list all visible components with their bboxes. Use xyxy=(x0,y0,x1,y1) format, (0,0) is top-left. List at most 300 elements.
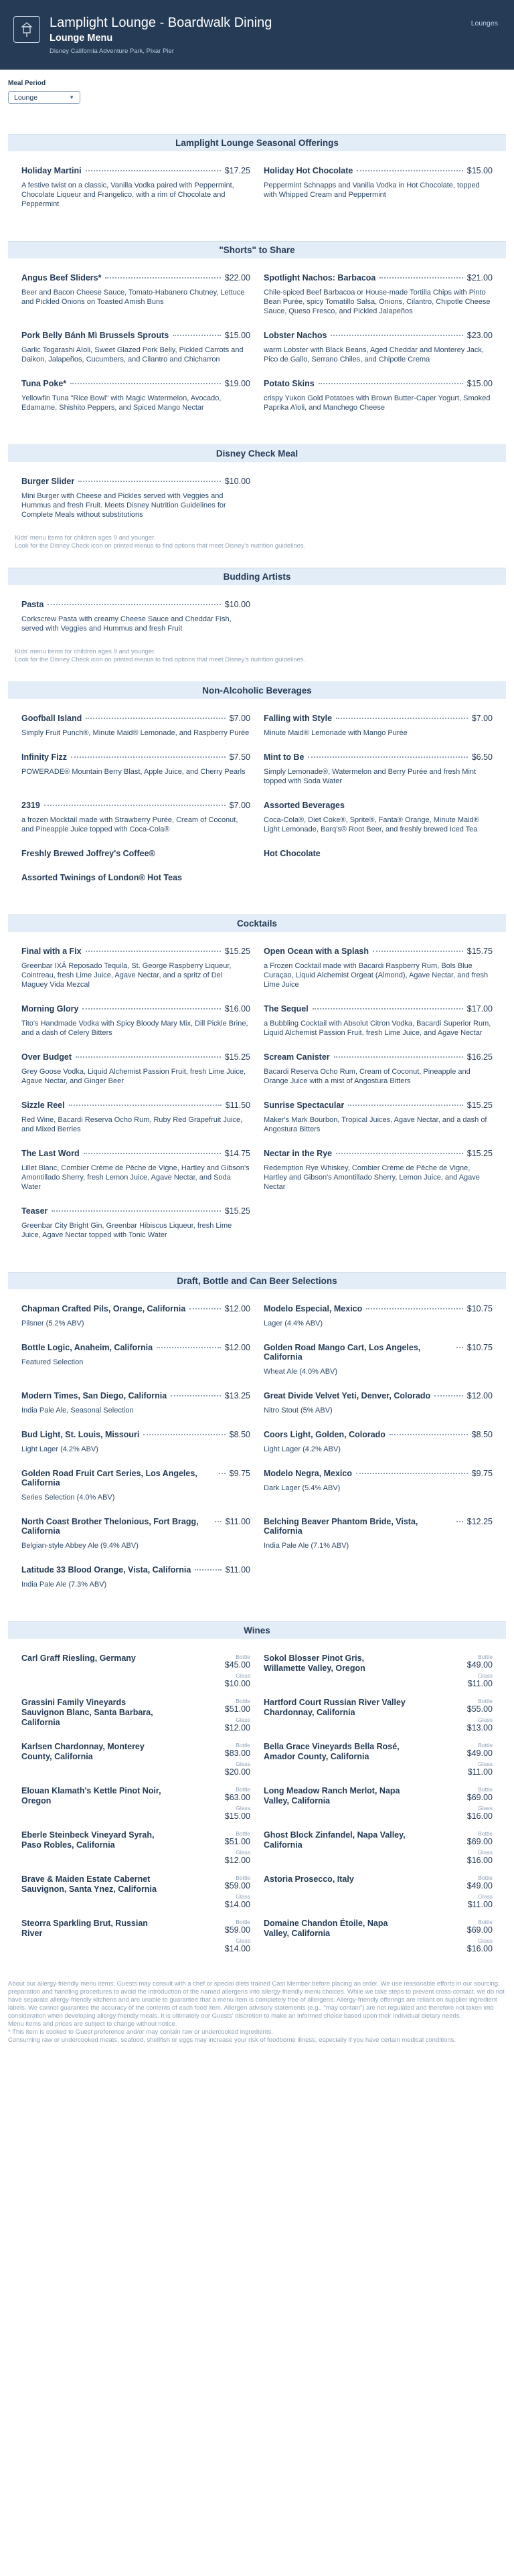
wine-row xyxy=(15,1742,499,1779)
glass-price: $11.00 xyxy=(467,1767,493,1777)
item-description: India Pale Ale (7.3% ABV) xyxy=(21,1581,107,1589)
leader-dots xyxy=(143,1434,225,1435)
menu-item xyxy=(257,752,499,786)
menu-item xyxy=(15,1004,257,1038)
item-price: $15.25 xyxy=(224,947,250,956)
item-name: Goofball Island xyxy=(21,714,82,723)
bottle-price: $63.00 xyxy=(224,1793,250,1802)
item-price: $15.25 xyxy=(224,1206,250,1216)
item-price: $8.50 xyxy=(229,1430,250,1439)
glass-price: $14.00 xyxy=(224,1944,250,1953)
wine-prices xyxy=(225,1919,250,1956)
item-name: Tuna Poke* xyxy=(21,379,67,388)
glass-label: Glass xyxy=(236,1893,250,1900)
wine-prices xyxy=(467,1698,493,1735)
section-title: Lamplight Lounge Seasonal Offerings xyxy=(8,134,506,151)
item-description: Light Lager (4.2% ABV) xyxy=(264,1445,341,1453)
item-description: Lillet Blanc, Combier Crème de Pêche de Vigne, Hartley and Gibson's Amontillado Sherry, fresh Lemon Juice, Agave Nectar, and Soda Water xyxy=(21,1164,250,1191)
menu-item xyxy=(15,331,257,364)
bottle-price: $45.00 xyxy=(224,1660,250,1670)
chevron-down-icon: ▼ xyxy=(69,94,74,100)
glass-label: Glass xyxy=(478,1937,493,1944)
item-description: Bacardi Reserva Ocho Rum, Cream of Coconut, Pineapple and Orange Juice with a mist of Angostura Bitters xyxy=(264,1068,470,1085)
item-description: Grey Goose Vodka, Liquid Alchemist Passion Fruit, fresh Lime Juice, Agave Nectar, and Ginger Beer xyxy=(21,1068,246,1085)
glass-label: Glass xyxy=(478,1672,493,1679)
leader-dots xyxy=(373,951,463,952)
item-description: Greenbar City Bright Gin, Greenbar Hibiscus Liqueur, fresh Lime Juice, Agave Nectar topped with Tonic Water xyxy=(21,1222,232,1239)
leader-dots xyxy=(171,1395,221,1396)
menu-item xyxy=(15,1469,257,1502)
leader-dots xyxy=(308,756,467,758)
menu-item xyxy=(15,1391,257,1415)
item-price: $12.00 xyxy=(224,1304,250,1313)
wine-name: Long Meadow Ranch Merlot, Napa Valley, California xyxy=(264,1786,400,1805)
item-description: Coca-Cola®, Diet Coke®, Sprite®, Fanta® Orange, Minute Maid® Light Lemonade, Barq's® Root Beer, and freshly brewed Iced Tea xyxy=(264,816,479,833)
leader-dots xyxy=(78,481,221,482)
item-name: Hot Chocolate xyxy=(264,849,321,858)
wine-item xyxy=(15,1698,257,1735)
item-description: India Pale Ale, Seasonal Selection xyxy=(21,1406,134,1415)
glass-label: Glass xyxy=(236,1672,250,1679)
menu-section xyxy=(8,568,506,681)
item-name: North Coast Brother Thelonious, Fort Bragg, California xyxy=(21,1517,199,1536)
item-price: $7.00 xyxy=(229,801,250,810)
leader-dots xyxy=(434,1395,463,1396)
bottle-price: $49.00 xyxy=(466,1660,493,1670)
item-name: Final with a Fix xyxy=(21,947,82,956)
item-price: $7.00 xyxy=(471,714,493,723)
wine-row xyxy=(15,1919,499,1956)
leader-dots xyxy=(82,1008,220,1010)
bottle-price: $69.00 xyxy=(466,1837,493,1846)
leader-dots xyxy=(336,1153,463,1154)
glass-price: $20.00 xyxy=(224,1767,250,1777)
bottle-label: Bottle xyxy=(478,1698,493,1704)
item-price: $10.75 xyxy=(466,1343,493,1352)
leader-dots xyxy=(84,1153,221,1154)
menu-item xyxy=(15,714,257,738)
item-price: $7.00 xyxy=(229,714,250,723)
leader-dots xyxy=(48,604,220,605)
item-description: Garlic Togarashi Aïoli, Sweet Glazed Pork Belly, Pickled Carrots and Daikon, Jalapeños, Cucumbers, and Cilantro and Chicharron xyxy=(21,346,244,364)
wine-row xyxy=(15,1786,499,1824)
menu-item xyxy=(15,166,257,209)
item-price: $16.25 xyxy=(466,1052,493,1062)
item-name: Open Ocean with a Splash xyxy=(264,947,369,956)
leader-dots xyxy=(76,1056,221,1058)
item-description: Yellowfin Tuna "Rice Bowl" with Magic Watermelon, Avocado, Edamame, Shishito Peppers, and Spiced Mango Nectar xyxy=(21,394,222,412)
menu-item xyxy=(257,1149,499,1192)
menu-item xyxy=(15,1343,257,1376)
item-name: Modelo Especial, Mexico xyxy=(264,1304,363,1313)
footer-disclaimer xyxy=(0,1980,514,2044)
glass-label: Glass xyxy=(478,1893,493,1900)
wine-item xyxy=(257,1786,499,1824)
wine-prices xyxy=(225,1830,250,1868)
menu-item xyxy=(257,1430,499,1454)
menu-item xyxy=(15,873,257,882)
item-price: $16.00 xyxy=(224,1004,250,1014)
wine-item xyxy=(257,1919,499,1956)
wine-item xyxy=(257,1830,499,1868)
leader-dots xyxy=(86,951,221,952)
bottle-label: Bottle xyxy=(236,1874,250,1881)
glass-label: Glass xyxy=(236,1716,250,1723)
wine-item xyxy=(15,1830,257,1868)
item-name: Holiday Martini xyxy=(21,166,82,175)
item-price: $6.50 xyxy=(471,752,493,762)
wine-prices xyxy=(225,1742,250,1779)
menu-item xyxy=(15,1517,257,1550)
item-price: $11.50 xyxy=(225,1101,250,1110)
item-name: Bud Light, St. Louis, Missouri xyxy=(21,1430,140,1439)
glass-price: $16.00 xyxy=(466,1812,493,1821)
section-note: Kids' menu items for children ages 9 and younger. xyxy=(15,534,156,542)
wine-name: Brave & Maiden Estate Cabernet Sauvignon, Santa Ynez, California xyxy=(21,1874,157,1894)
menu-item xyxy=(257,1469,499,1502)
leader-dots xyxy=(195,1569,221,1571)
leader-dots xyxy=(319,383,463,384)
item-name: Burger Slider xyxy=(21,477,75,486)
wines-section xyxy=(8,1621,506,1963)
item-price: $15.25 xyxy=(224,1052,250,1062)
menu-item xyxy=(257,947,499,989)
wine-prices xyxy=(467,1786,493,1824)
item-price: $19.00 xyxy=(224,379,250,388)
item-description: crispy Yukon Gold Potatoes with Brown Butter-Caper Yogurt, Smoked Paprika Aïoli, and Manchego Cheese xyxy=(264,394,491,412)
glass-label: Glass xyxy=(478,1849,493,1856)
wine-item xyxy=(257,1874,499,1912)
section-title: "Shorts" to Share xyxy=(8,241,506,258)
menu-item xyxy=(257,1517,499,1550)
menu-item xyxy=(257,1052,499,1086)
menu-item xyxy=(15,477,257,519)
page-title: Lamplight Lounge - Boardwalk Dining xyxy=(50,15,272,30)
item-name: Falling with Style xyxy=(264,714,333,723)
bottle-label: Bottle xyxy=(478,1919,493,1925)
item-name: Great Divide Velvet Yeti, Denver, Colorado xyxy=(264,1391,431,1400)
wine-prices xyxy=(467,1654,493,1691)
item-price: $9.75 xyxy=(229,1469,250,1478)
meal-period-value: Lounge xyxy=(14,93,38,102)
glass-label: Glass xyxy=(478,1805,493,1812)
item-name: Coors Light, Golden, Colorado xyxy=(264,1430,386,1439)
menu-item xyxy=(257,801,499,834)
item-name: Belching Beaver Phantom Bride, Vista, California xyxy=(264,1517,418,1536)
wine-row xyxy=(15,1830,499,1868)
item-description: A festive twist on a classic, Vanilla Vodka paired with Peppermint, Chocolate Liqueur and Frangelico, with a rim of Chocolate and Peppermint xyxy=(21,181,234,208)
menu-item xyxy=(15,1565,257,1589)
glass-label: Glass xyxy=(236,1805,250,1812)
bottle-price: $83.00 xyxy=(224,1749,250,1758)
item-description: Wheat Ale (4.0% ABV) xyxy=(264,1368,338,1376)
menu-sections xyxy=(0,134,514,1621)
item-price: $23.00 xyxy=(466,331,493,340)
item-name: Assorted Twinings of London® Hot Teas xyxy=(21,873,182,882)
bottle-price: $69.00 xyxy=(466,1793,493,1802)
item-name: The Last Word xyxy=(21,1149,80,1158)
menu-item xyxy=(257,273,499,316)
item-name: Sunrise Spectacular xyxy=(264,1101,345,1110)
leader-dots xyxy=(86,170,221,171)
bottle-label: Bottle xyxy=(236,1786,250,1793)
section-title: Draft, Bottle and Can Beer Selections xyxy=(8,1272,506,1289)
menu-item xyxy=(15,947,257,989)
leader-dots xyxy=(356,1473,468,1474)
item-description: Series Selection (4.0% ABV) xyxy=(21,1494,115,1502)
lounges-link[interactable]: Lounges xyxy=(470,19,498,27)
wine-item xyxy=(15,1786,257,1824)
item-description: Simply Fruit Punch®, Minute Maid® Lemonade, and Raspberry Purée xyxy=(21,729,250,737)
wine-name: Karlsen Chardonnay, Monterey County, California xyxy=(21,1742,145,1761)
leader-dots xyxy=(348,1105,463,1106)
wine-item xyxy=(257,1742,499,1779)
item-price: $10.00 xyxy=(224,477,250,486)
menu-section xyxy=(8,681,506,914)
section-note: Look for the Disney Check icon on printed menus to find options that meet Disney's nutrition guidelines. xyxy=(15,656,306,663)
item-description: Nitro Stout (5% ABV) xyxy=(264,1406,333,1415)
leader-dots xyxy=(105,277,220,278)
leader-dots xyxy=(215,1521,222,1522)
item-price: $15.00 xyxy=(466,166,493,175)
menu-item xyxy=(15,752,257,786)
item-price: $17.00 xyxy=(466,1004,493,1014)
glass-label: Glass xyxy=(236,1937,250,1944)
item-price: $10.75 xyxy=(466,1304,493,1313)
item-description: Red Wine, Bacardi Reserva Ocho Rum, Ruby Red Grapefruit Juice, and Mixed Berries xyxy=(21,1116,243,1133)
bottle-price: $51.00 xyxy=(224,1704,250,1714)
item-name: Golden Road Fruit Cart Series, Los Angeles, California xyxy=(21,1469,197,1487)
glass-label: Glass xyxy=(478,1716,493,1723)
wine-prices xyxy=(225,1874,250,1912)
item-name: Holiday Hot Chocolate xyxy=(264,166,353,175)
menu-item xyxy=(257,1304,499,1328)
bottle-label: Bottle xyxy=(236,1830,250,1837)
leader-dots xyxy=(69,1105,222,1106)
wine-prices xyxy=(467,1874,493,1912)
wine-name: Ghost Block Zinfandel, Napa Valley, California xyxy=(264,1830,406,1850)
item-price: $14.75 xyxy=(224,1149,250,1158)
wine-item xyxy=(15,1874,257,1912)
menu-item xyxy=(257,849,499,858)
glass-price: $11.00 xyxy=(467,1679,493,1688)
glass-label: Glass xyxy=(236,1849,250,1856)
leader-dots xyxy=(456,1347,463,1348)
section-title: Non-Alcoholic Beverages xyxy=(8,681,506,699)
leader-dots xyxy=(357,170,462,171)
wine-item xyxy=(15,1742,257,1779)
wine-name: Elouan Klamath's Kettle Pinot Noir, Oregon xyxy=(21,1786,161,1805)
item-description: Redemption Rye Whiskey, Combier Crème de Pêche de Vigne, Hartley and Gibson's Amontillado Sherry, Lemon Juice, and Agave Nectar xyxy=(264,1164,480,1191)
glass-price: $11.00 xyxy=(467,1900,493,1909)
item-name: Nectar in the Rye xyxy=(264,1149,333,1158)
item-name: Scream Canister xyxy=(264,1052,330,1062)
bottle-price: $49.00 xyxy=(466,1749,493,1758)
menu-item xyxy=(15,1206,257,1240)
item-name: Mint to Be xyxy=(264,752,305,762)
item-price: $13.25 xyxy=(224,1391,250,1400)
wine-prices xyxy=(467,1742,493,1779)
leader-dots xyxy=(189,1308,221,1309)
bottle-price: $49.00 xyxy=(466,1881,493,1890)
section-title: Budding Artists xyxy=(8,568,506,585)
item-price: $15.25 xyxy=(466,1149,493,1158)
item-price: $7.50 xyxy=(229,752,250,762)
menu-item xyxy=(15,1304,257,1328)
item-description: Dark Lager (5.4% ABV) xyxy=(264,1484,341,1492)
item-description: Chile-spiced Beef Barbacoa or House-made Tortilla Chips with Pinto Bean Purée, spicy Tomatillo Salsa, Onions, Cilantro, Chipotle Cheese Sauce, Queso Fresco, and Pickled Jalapeños xyxy=(264,289,491,315)
item-price: $15.00 xyxy=(466,379,493,388)
glass-price: $14.00 xyxy=(224,1900,250,1909)
bottle-price: $51.00 xyxy=(224,1837,250,1846)
wine-name: Astoria Prosecco, Italy xyxy=(264,1874,354,1884)
meal-period-select[interactable] xyxy=(8,91,80,104)
item-description: Maker's Mark Bourbon, Tropical Juices, Agave Nectar, and a dash of Angostura Bitters xyxy=(264,1116,487,1133)
item-price: $22.00 xyxy=(224,273,250,283)
wine-item xyxy=(15,1654,257,1691)
leader-dots xyxy=(336,718,468,719)
item-description: Minute Maid® Lemonade with Mango Purée xyxy=(264,729,408,737)
leader-dots xyxy=(331,335,462,336)
wine-row xyxy=(15,1874,499,1912)
item-name: Modern Times, San Diego, California xyxy=(21,1391,167,1400)
footer-line: * This item is cooked to Guest preference and/or may contain raw or undercooked ingredients. xyxy=(8,2028,273,2036)
wine-name: Sokol Blosser Pinot Gris, Willamette Valley, Oregon xyxy=(264,1654,365,1673)
item-description: Lager (4.4% ABV) xyxy=(264,1319,323,1327)
item-price: $8.50 xyxy=(471,1430,493,1439)
leader-dots xyxy=(219,1473,226,1474)
wine-prices xyxy=(225,1698,250,1735)
glass-price: $15.00 xyxy=(224,1812,250,1821)
item-name: Morning Glory xyxy=(21,1004,79,1014)
item-price: $10.00 xyxy=(224,600,250,609)
item-description: Light Lager (4.2% ABV) xyxy=(21,1445,98,1453)
menu-item xyxy=(15,1101,257,1134)
wine-name: Grassini Family Vineyards Sauvignon Blanc, Santa Barbara, California xyxy=(21,1698,153,1727)
item-name: The Sequel xyxy=(264,1004,309,1014)
lamp-logo-icon xyxy=(13,16,40,43)
menu-item xyxy=(257,331,499,364)
bottle-label: Bottle xyxy=(478,1786,493,1793)
bottle-price: $55.00 xyxy=(466,1704,493,1714)
item-description: India Pale Ale (7.1% ABV) xyxy=(264,1542,349,1550)
bottle-label: Bottle xyxy=(236,1742,250,1749)
menu-item xyxy=(15,379,257,412)
menu-subtitle: Lounge Menu xyxy=(50,33,113,44)
glass-price: $12.00 xyxy=(224,1856,250,1865)
section-note: Kids' menu items for children ages 9 and younger. xyxy=(15,648,156,655)
wine-prices xyxy=(467,1919,493,1956)
leader-dots xyxy=(313,1008,463,1010)
item-description: Tito's Handmade Vodka with Spicy Bloody Mary Mix, Dill Pickle Brine, and a dash of Celery Bitters xyxy=(21,1020,248,1037)
item-price: $17.25 xyxy=(224,166,250,175)
bottle-label: Bottle xyxy=(236,1654,250,1660)
item-name: Over Budget xyxy=(21,1052,72,1062)
item-name: Angus Beef Sliders* xyxy=(21,273,102,283)
menu-section xyxy=(8,914,506,1272)
item-description: Peppermint Schnapps and Vanilla Vodka in Hot Chocolate, topped with Whipped Cream and Peppermint xyxy=(264,181,480,199)
menu-section xyxy=(8,1272,506,1621)
section-title: Disney Check Meal xyxy=(8,445,506,462)
glass-label: Glass xyxy=(236,1761,250,1767)
menu-item xyxy=(257,1101,499,1134)
bottle-label: Bottle xyxy=(236,1919,250,1925)
item-description: Greenbar IXÁ Reposado Tequila, St. George Raspberry Liqueur, Cointreau, fresh Lime Juice, Agave Nectar, and a spritz of Del Maguey Vida Mezcal xyxy=(21,962,232,989)
leader-dots xyxy=(173,335,221,336)
item-description: Simply Lemonade®, Watermelon and Berry Purée and fresh Mint topped with Soda Water xyxy=(264,768,477,785)
menu-item xyxy=(15,600,257,633)
item-description: Featured Selection xyxy=(21,1358,84,1366)
leader-dots xyxy=(71,756,226,758)
item-price: $11.00 xyxy=(225,1565,250,1575)
section-title: Wines xyxy=(8,1621,506,1639)
item-description: POWERADE® Mountain Berry Blast, Apple Juice, and Cherry Pearls xyxy=(21,768,246,776)
item-name: Pasta xyxy=(21,600,44,609)
item-name: Modelo Negra, Mexico xyxy=(264,1469,352,1478)
wine-prices xyxy=(225,1654,250,1691)
leader-dots xyxy=(334,1056,463,1058)
page-header xyxy=(0,0,514,70)
item-name: Assorted Beverages xyxy=(264,801,345,810)
meal-period-label: Meal Period xyxy=(8,80,46,87)
item-name: Spotlight Nachos: Barbacoa xyxy=(264,273,376,283)
item-price: $15.75 xyxy=(466,947,493,956)
footer-line: Menu items and prices are subject to change without notice. xyxy=(8,2020,177,2028)
leader-dots xyxy=(70,383,221,384)
item-description: Belgian-style Abbey Ale (9.4% ABV) xyxy=(21,1542,139,1550)
glass-price: $10.00 xyxy=(224,1679,250,1688)
item-name: Golden Road Mango Cart, Los Angeles, California xyxy=(264,1343,421,1362)
bottle-label: Bottle xyxy=(236,1698,250,1704)
item-price: $15.00 xyxy=(224,331,250,340)
wine-item xyxy=(257,1698,499,1735)
item-description: warm Lobster with Black Beans, Aged Cheddar and Monterey Jack, Pico de Gallo, Serrano Chiles, and Chipotle Crema xyxy=(264,346,484,364)
location-text: Disney California Adventure Park, Pixar Pier xyxy=(50,48,174,55)
bottle-price: $59.00 xyxy=(224,1925,250,1935)
item-description: a Bubbling Cocktail with Absolut Citron Vodka, Bacardi Superior Rum, Liquid Alchemist Passion Fruit, fresh Lime Juice, and Agave Nectar xyxy=(264,1020,491,1037)
item-name: Infinity Fizz xyxy=(21,752,68,762)
item-description: a frozen Mocktail made with Strawberry Purée, Cream of Coconut, and Pineapple Juice topped with Coca-Cola® xyxy=(21,816,238,833)
leader-dots xyxy=(52,1210,220,1212)
section-title: Cocktails xyxy=(8,914,506,932)
wine-name: Eberle Steinbeck Vineyard Syrah, Paso Robles, California xyxy=(21,1830,155,1850)
meal-period-section xyxy=(0,70,514,134)
menu-item xyxy=(257,1391,499,1415)
menu-item xyxy=(15,273,257,316)
wine-item xyxy=(15,1919,257,1956)
item-price: $12.00 xyxy=(224,1343,250,1352)
item-name: Bottle Logic, Anaheim, California xyxy=(21,1343,153,1352)
leader-dots xyxy=(390,1434,468,1435)
bottle-price: $59.00 xyxy=(224,1881,250,1890)
item-name: Teaser xyxy=(21,1206,48,1216)
item-price: $9.75 xyxy=(471,1469,493,1478)
item-price: $12.00 xyxy=(466,1391,493,1400)
leader-dots xyxy=(86,718,225,719)
wine-row xyxy=(15,1654,499,1691)
menu-item xyxy=(15,1430,257,1454)
item-price: $12.25 xyxy=(466,1517,493,1526)
item-description: Beer and Bacon Cheese Sauce, Tomato-Habanero Chutney, Lettuce and Pickled Onions on Toasted Amish Buns xyxy=(21,289,245,306)
item-name: Sizzle Reel xyxy=(21,1101,65,1110)
item-name: Potato Skins xyxy=(264,379,315,388)
item-description: Mini Burger with Cheese and Pickles served with Veggies and Hummus and fresh Fruit. Meets Disney Nutrition Guidelines for Complete Meals without substitutions xyxy=(21,492,226,519)
item-name: Lobster Nachos xyxy=(264,331,327,340)
item-description: Pilsner (5.2% ABV) xyxy=(21,1319,84,1327)
menu-item xyxy=(257,1004,499,1038)
menu-item xyxy=(257,166,499,209)
leader-dots xyxy=(157,1347,221,1348)
